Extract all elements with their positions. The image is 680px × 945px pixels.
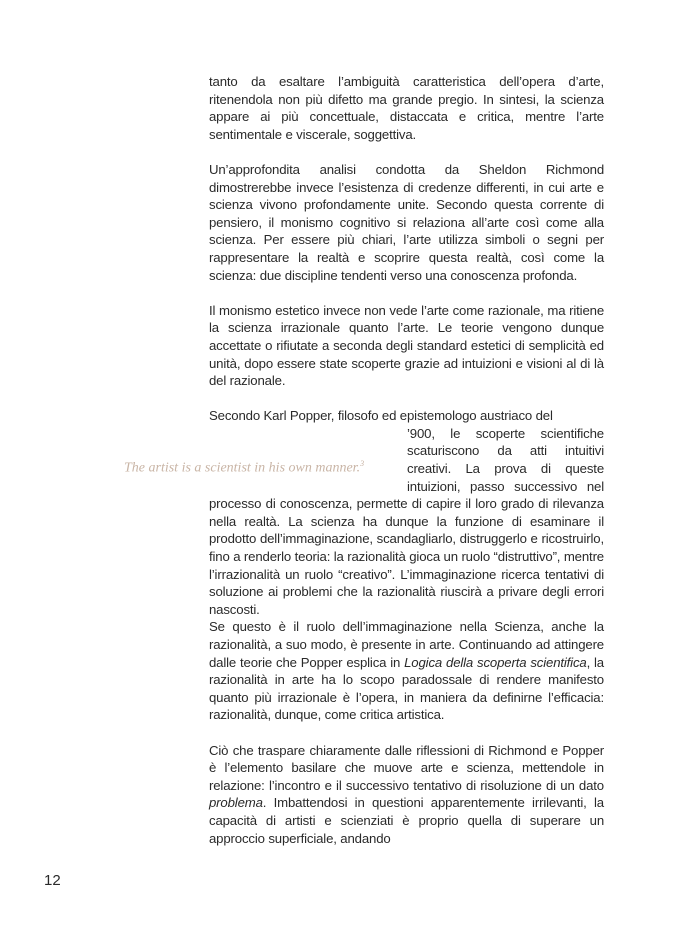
book-title: Logica della scoperta scientifica xyxy=(404,654,587,670)
paragraph-1: tanto da esaltare l’ambiguità caratteristica dell’opera d’arte, ritenendola non più difetto ma grande pregio. In sintesi, la scienza appare ai più concettuale, distaccata e critica, mentre l’arte sentimentale e viscerale, soggettiva. xyxy=(209,74,604,142)
emphasis-problema: problema xyxy=(209,795,263,811)
paragraph-6 xyxy=(209,742,604,848)
paragraph-5-after: , la razionalità in arte ha lo scopo paradossale di rendere manifesto quanto più irrazionale è l’opera, in maniera da definirne l’efficacia: razionalità, dunque, come critica artistica. xyxy=(209,654,604,723)
footnote-marker: 3 xyxy=(360,459,365,468)
paragraph-4 xyxy=(209,407,604,618)
pull-quote-text: The artist is a scientist in his own manner. xyxy=(124,460,361,476)
paragraph-3: Il monismo estetico invece non vede l’arte come razionale, ma ritiene la scienza irrazionale quanto l’arte. Le teorie vengono dunque accettate o rifiutate a seconda degli standard estetici di semplicità ed unità, dopo essere state scoperte grazie ad intuizioni e visioni al di là del razionale. xyxy=(209,302,604,389)
paragraph-5 xyxy=(209,618,604,724)
paragraph-5-before: Se questo è il ruolo dell’immaginazione nella Scienza, anche la razionalità, a suo modo, è presente in arte. Continuando ad attingere dalle teorie che Popper esplica in xyxy=(209,619,604,670)
paragraph-6-before: Ciò che traspare chiaramente dalle riflessioni di Richmond e Popper è l’elemento basilare che muove arte e scienza, mettendole in relazione: l’incontro e il successivo tentativo di risoluzione di un dato xyxy=(209,742,604,793)
pull-quote xyxy=(124,459,414,477)
paragraph-4-first-line: Secondo Karl Popper, filosofo ed epistemologo austriaco del xyxy=(209,408,553,424)
paragraph-6-after: . Imbattendosi in questioni apparentemente irrilevanti, la capacità di artisti e scienziati è proprio quella di superare un approccio superficiale, andando xyxy=(209,795,604,846)
paragraph-4-body: ’900, le scoperte scientifiche scaturiscono da atti intuitivi creativi. La prova di queste intuizioni, passo successivo nel processo di conoscenza, permette di capire il loro grado di rilevanza nella realtà. La scienza ha dunque la funzione di esaminare il prodotto dell’immaginazione, scandagliarlo, distruggerlo e ricostruirlo, fino a renderlo teoria: la razionalità gioca un ruolo “distruttivo”, mentre l’irrazionalità un ruolo “creativo”. L’immaginazione ricerca tentativi di soluzione ai problemi che la razionalità riuscirà a privare degli errori nascosti. xyxy=(209,425,604,617)
paragraph-2: Un’approfondita analisi condotta da Sheldon Richmond dimostrerebbe invece l’esistenza di credenze differenti, in cui arte e scienza vivono profondamente unite. Secondo questa corrente di pensiero, il monismo cognitivo si relaziona all’arte così come alla scienza. Per essere più chiari, l’arte utilizza simboli o segni per rappresentare la realtà e scoprire questa realtà, così come la scienza: due discipline tendenti verso una conoscenza profonda. xyxy=(209,161,604,283)
page-number: 12 xyxy=(44,872,61,889)
